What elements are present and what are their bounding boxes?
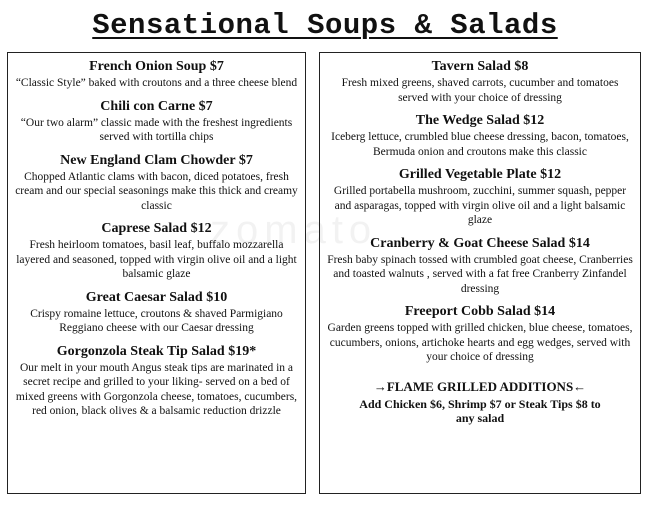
menu-item <box>14 153 299 214</box>
right-menu-column <box>319 52 641 494</box>
menu-item <box>326 113 634 159</box>
left-menu-column <box>7 52 306 494</box>
menu-item-description: Grilled portabella mushroom, zucchini, summer squash, pepper and asparagas, topped with virgin olive oil and a light balsamic glaze <box>333 185 627 226</box>
menu-title: Sensational Soups & Salads <box>92 9 558 42</box>
menu-item-description: Fresh mixed greens, shaved carrots, cucumber and tomatoes served with your choice of dressing <box>341 77 619 104</box>
additions-title: →FLAME GRILLED ADDITIONS← <box>373 378 587 394</box>
menu-item-description: Iceberg lettuce, crumbled blue cheese dressing, bacon, tomatoes, Bermuda onion and croutons make this classic <box>331 131 629 158</box>
menu-item <box>326 59 634 105</box>
menu-item-description: “Classic Style” baked with croutons and a three cheese blend <box>15 77 298 89</box>
menu-item-description: Fresh baby spinach tossed with crumbled goat cheese, Cranberries and toasted walnuts , served with a fat free Cranberry Zinfandel dressing <box>327 253 633 295</box>
menu-item <box>14 290 299 336</box>
menu-item-description: Chopped Atlantic clams with bacon, diced potatoes, fresh cream and our special seasonings make this thick and creamy classic <box>15 170 298 212</box>
menu-item-description: Our melt in your mouth Angus steak tips are marinated in a secret recipe and grilled to your liking- served on a bed of mixed greens with Gorgonzola cheese, tomatoes, cucumbers, red onion, black olives & a balsamic reduction drizzle <box>15 361 298 417</box>
menu-item <box>326 236 634 297</box>
menu-item-description: “Our two alarm” classic made with the freshest ingredients served with tortilla chips <box>20 116 293 143</box>
menu-item <box>326 304 634 365</box>
watermark: zomato <box>210 208 378 252</box>
menu-item-title: Caprese Salad $12 <box>101 221 212 236</box>
menu-item-title: New England Clam Chowder $7 <box>60 152 253 168</box>
menu-item-title: Freeport Cobb Salad $14 <box>404 304 556 319</box>
menu-item-title: Chili con Carne $7 <box>100 98 213 114</box>
menu-item-title: Grilled Vegetable Plate $12 <box>398 167 562 182</box>
menu-item-description: Crispy romaine lettuce, croutons & shaved Parmigiano Reggiano cheese with our Caesar dressing <box>30 307 283 334</box>
grilled-additions <box>326 379 634 426</box>
menu-item-title: Gorgonzola Steak Tip Salad $19* <box>56 343 257 359</box>
menu-item <box>326 167 634 228</box>
menu-item-description: Fresh heirloom tomatoes, basil leaf, buffalo mozzarella layered and seasoned, topped with virgin olive oil and a light balsamic glaze <box>16 239 297 280</box>
additions-body: Add Chicken $6, Shrimp $7 or Steak Tips $8 to any salad <box>359 396 601 425</box>
menu-item-title: The Wedge Salad $12 <box>415 113 545 128</box>
menu-item <box>14 59 299 91</box>
menu-item-description: Garden greens topped with grilled chicken, blue cheese, tomatoes, cucumbers, onions, artichoke hearts and egg wedges, served with your choice of dressing <box>327 322 633 363</box>
menu-item <box>14 344 299 419</box>
menu-item <box>14 99 299 145</box>
menu-item-title: Great Caesar Salad $10 <box>85 289 228 305</box>
menu-item-title: Tavern Salad $8 <box>431 59 529 74</box>
menu-item-title: French Onion Soup $7 <box>89 59 224 74</box>
menu-item-title: Cranberry & Goat Cheese Salad $14 <box>370 235 590 251</box>
menu-item <box>14 221 299 282</box>
